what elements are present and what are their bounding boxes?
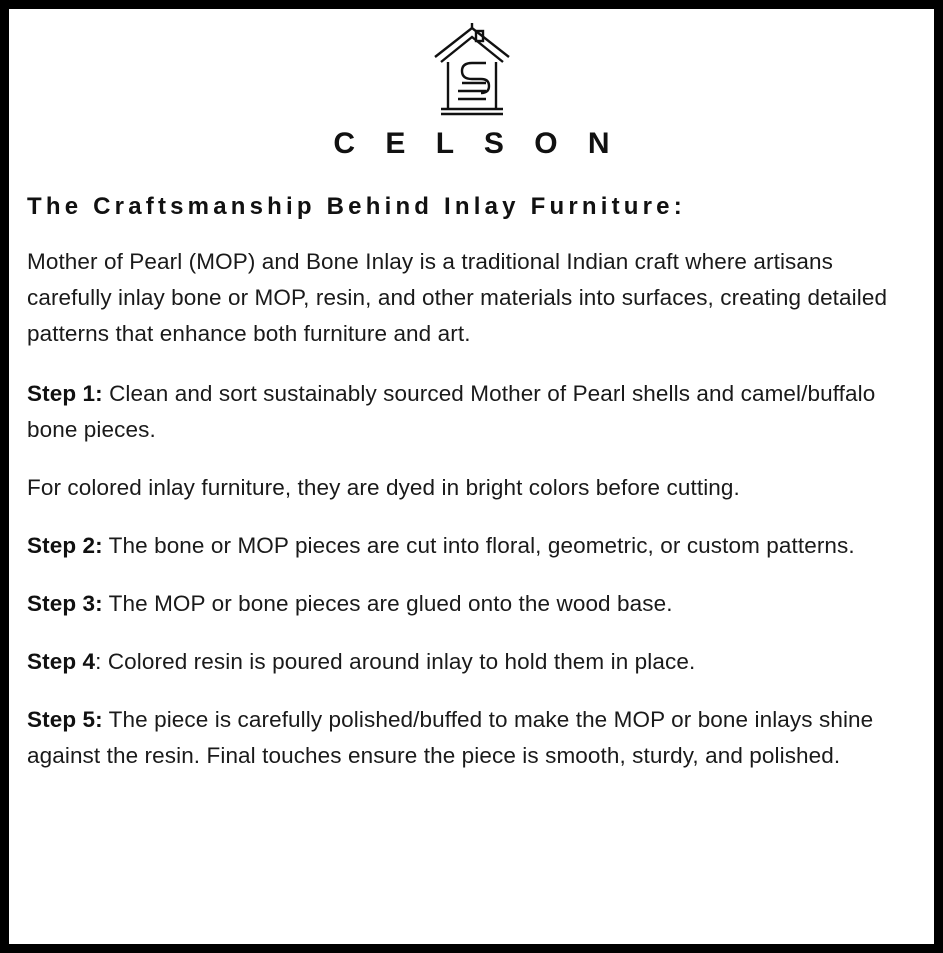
paragraph-text: Clean and sort sustainably sourced Mother of Pearl shells and camel/buffalo bone pieces. xyxy=(27,380,876,442)
paragraph-intro xyxy=(27,244,918,352)
step-label: Step 1: xyxy=(27,380,103,406)
paragraph-step-4 xyxy=(27,644,918,680)
paragraph-text: : Colored resin is poured around inlay to hold them in place. xyxy=(95,648,696,674)
paragraph-text: For colored inlay furniture, they are dyed in bright colors before cutting. xyxy=(27,474,740,500)
paragraph-text: Mother of Pearl (MOP) and Bone Inlay is a traditional Indian craft where artisans carefully inlay bone or MOP, resin, and other materials into surfaces, creating detailed patterns that enhance both furniture and art. xyxy=(27,248,888,346)
step-label: Step 5: xyxy=(27,706,103,732)
paragraph-step-3 xyxy=(27,586,918,622)
paragraph-step-2 xyxy=(27,528,918,564)
step-label: Step 3: xyxy=(27,590,103,616)
paragraph-colored-inlay-note xyxy=(27,470,918,506)
paragraph-text: The piece is carefully polished/buffed to make the MOP or bone inlays shine against the resin. Final touches ensure the piece is smooth, sturdy, and polished. xyxy=(27,706,874,768)
paragraph-text: The MOP or bone pieces are glued onto the wood base. xyxy=(102,590,673,616)
brand-header xyxy=(25,21,918,159)
document-body xyxy=(25,244,918,774)
step-label: Step 4 xyxy=(27,648,96,674)
paragraph-step-5 xyxy=(27,702,918,774)
page-title: The Craftsmanship Behind Inlay Furniture: xyxy=(27,193,686,220)
house-monogram-logo-icon xyxy=(429,21,515,117)
paragraph-text: The bone or MOP pieces are cut into floral, geometric, or custom patterns. xyxy=(102,532,855,558)
step-label: Step 2: xyxy=(27,532,103,558)
paragraph-step-1 xyxy=(27,376,918,448)
brand-name: C E L S O N xyxy=(333,127,621,160)
